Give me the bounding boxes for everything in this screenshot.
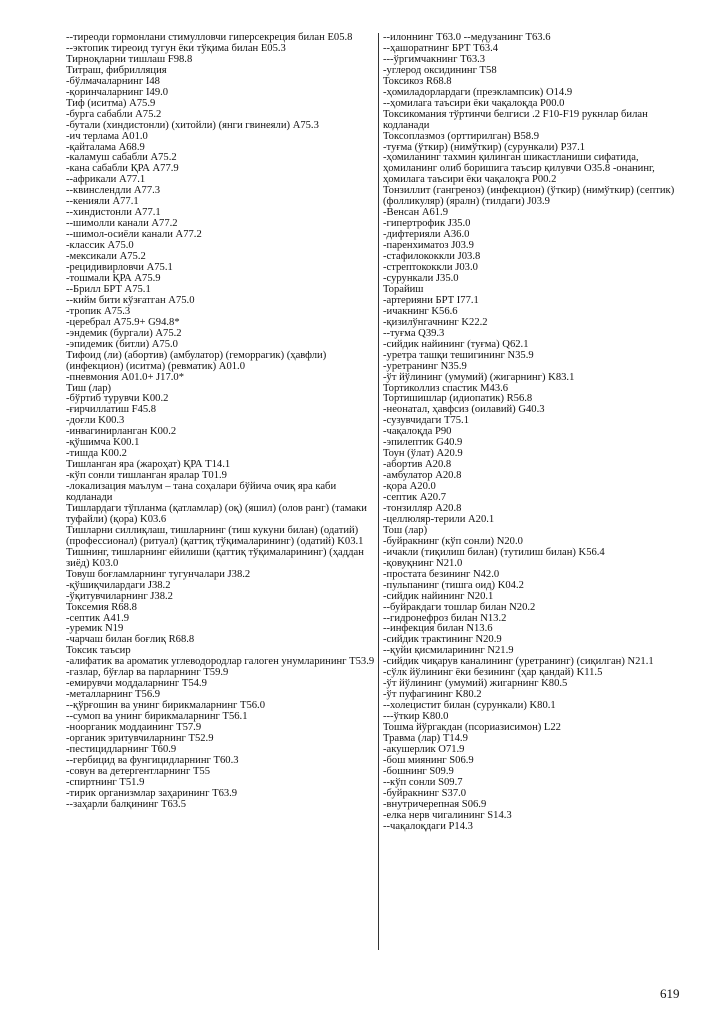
- index-entry: Травма (лар) T14.9: [383, 733, 468, 744]
- index-entry: Тишнинг, тишларнинг ейилиши (қаттиқ тўқималарининг) (ҳаддан зиёд) K03.0: [66, 546, 367, 569]
- index-entry: -сийдик чиқарув каналининг (уретранинг) (сиқилган) N21.1: [383, 656, 654, 668]
- index-entry: -ғирчиллатиш F45.8: [66, 404, 157, 416]
- index-entry: --буйракдаги тошлар билан N20.2: [383, 601, 536, 613]
- index-entry: --гидронефроз билан N13.2: [383, 612, 507, 624]
- index-entry: -гипертрофик J35.0: [383, 218, 471, 230]
- index-entry: -елка нерв чигалининг S14.3: [383, 809, 512, 821]
- index-entry: -қайталама A68.9: [66, 141, 145, 153]
- index-entry: -сузувчидаги T75.1: [383, 415, 470, 427]
- index-entry: -артерияни БРТ I77.1: [383, 294, 479, 306]
- index-entry: -чарчаш билан боғлиқ R68.8: [66, 634, 195, 646]
- index-entry: --гербицид ва фунгицидларнинг T60.3: [66, 754, 239, 766]
- index-entry: -рецидивирловчи A75.1: [66, 262, 173, 274]
- index-entry: --туғма Q39.3: [383, 327, 445, 339]
- index-entry: Тош (лар): [383, 524, 428, 536]
- index-entry: Токсемия R68.8: [66, 601, 137, 613]
- index-entry: Токсикоз R68.8: [383, 75, 452, 87]
- index-entry: -кана сабабли ҚРА A77.9: [66, 163, 179, 175]
- index-entry: -пульпанинг (тишга оид) K04.2: [383, 579, 524, 591]
- index-entry: --эктопик тиреоид тугун ёки тўқима билан E05.3: [66, 42, 286, 54]
- index-entry: -спиртнинг T51.9: [66, 776, 145, 788]
- index-entry: -органик эритувчиларнинг T52.9: [66, 733, 214, 744]
- index-entry: --кўп сонли S09.7: [383, 776, 463, 788]
- index-entry: -кўп сонли тишланган яралар T01.9: [66, 470, 227, 482]
- index-entry: -каламуш сабабли A75.2: [66, 152, 177, 164]
- index-entry: -ич терлама A01.0: [66, 130, 148, 142]
- index-entry: -септик A20.7: [383, 492, 447, 504]
- index-entry: -ҳомиланинг тахмин қилинган шикастланиши сифатида, ҳомиланинг олиб боришига таъсир қилувчи O35.8 -онанинг, ҳомилага таъсири ёки чақалоқга P00.2: [383, 152, 658, 186]
- index-entry: -акушерлик O71.9: [383, 743, 465, 755]
- index-entry: --ҳашоратнинг БРТ T63.4: [383, 42, 499, 54]
- index-entry: Тортиколлиз спастик M43.6: [383, 382, 509, 394]
- index-entry: --заҳарли балқининг T63.5: [66, 798, 187, 810]
- page-number: 619: [660, 986, 680, 1001]
- index-entry: -абортив A20.8: [383, 459, 452, 471]
- index-entry: -бурга сабабли A75.2: [66, 108, 162, 120]
- index-entry: -тонзилляр A20.8: [383, 502, 462, 514]
- index-entry: -чақалоқда P90: [383, 426, 452, 438]
- index-entry: ---ўргимчакнинг T63.3: [383, 53, 486, 65]
- index-entry: Токсик таъсир: [66, 645, 131, 657]
- index-entry: -дифтерияли A36.0: [383, 229, 470, 241]
- index-entry: -буйракнинг (кўп сонли) N20.0: [383, 535, 523, 547]
- index-entry: -бутали (хиндистонли) (хитойли) (янги гвинеяли) A75.3: [66, 119, 319, 131]
- index-entry: -внутричерепная S06.9: [383, 798, 487, 810]
- index-entry: -ҳомиладорлардаги (преэклампсик) O14.9: [383, 86, 573, 98]
- index-entry: Тошма йўргакдан (псориазисимон) L22: [383, 722, 561, 734]
- index-entry: ---ўткир K80.0: [383, 711, 449, 723]
- index-entry: -мексикали A75.2: [66, 251, 146, 263]
- index-entry: -простата безининг N42.0: [383, 568, 500, 580]
- index-entry: Товуш боғламларнинг тугунчалари J38.2: [66, 568, 251, 580]
- index-entry: Торайиш: [383, 283, 424, 295]
- index-entry: -қоринчаларнинг I49.0: [66, 86, 169, 98]
- index-entry: -ўқитувчиларнинг J38.2: [66, 590, 173, 602]
- index-entry: -септик A41.9: [66, 612, 130, 624]
- index-entry: -сийдик найининг N20.1: [383, 590, 494, 602]
- index-entry: -қора A20.0: [383, 481, 436, 493]
- index-entry: --холецистит билан (сурункали) K80.1: [383, 700, 556, 712]
- index-entry: -локализация маълум – тана соҳалари бўйича очиқ яра каби кодланади: [66, 481, 339, 504]
- index-entry: --тиреоди гормонлани стимулловчи гиперсекреция билан E05.8: [66, 32, 353, 43]
- index-entry: Токсоплазмоз (орттирилган) B58.9: [383, 130, 540, 142]
- index-entry: Тиф (иситма) A75.9: [66, 97, 156, 109]
- index-entry: Тишларни силлиқлаш, тишларнинг (тиш кукуни билан) (одатий) (профессионал) (ритуал) (қаттиқ тўқималарининг) (одатий) K03.1: [66, 524, 364, 547]
- index-entry: -пневмония A01.0+ J17.0*: [66, 371, 185, 383]
- index-entry: -ичакнинг K56.6: [383, 305, 458, 317]
- index-entry: -эпилептик G40.9: [383, 437, 463, 449]
- index-entry: -алифатик ва ароматик углеводородлар галоген унумларининг T53.9: [66, 656, 375, 668]
- index-entry: -сўлк йўлининг ёки безининг (ҳар қандай) K11.5: [383, 667, 603, 679]
- index-entry: --ҳомилага таъсири ёки чақалоқда P00.0: [383, 97, 565, 109]
- index-entry: -сийдик трактининг N20.9: [383, 634, 502, 646]
- index-entry: Тоун (ўлат) A20.9: [383, 448, 463, 460]
- index-entry: Тишлардаги тўпланма (қатламлар) (оқ) (яшил) (олов ранг) (тамаки туфайли) (қора) K03.6: [66, 502, 370, 525]
- index-entry: -бош миянинг S06.9: [383, 754, 474, 766]
- index-entry: --шимол-осиёли канали A77.2: [66, 229, 202, 241]
- index-entry: Титраш, фибрилляция: [66, 64, 167, 76]
- right-column: [383, 33, 689, 833]
- index-entry: -тирик организмлар заҳарининг T63.9: [66, 787, 238, 799]
- index-entry: -қовуқнинг N21.0: [383, 557, 463, 569]
- index-entry: -церебрал A75.9+ G94.8*: [66, 316, 180, 328]
- index-entry: --сумоп ва унинг бирикмаларнинг T56.1: [66, 711, 248, 723]
- index-entry: -доғли K00.3: [66, 415, 125, 427]
- index-entry: -совун ва детергентларнинг T55: [66, 765, 211, 777]
- index-entry: -тропик A75.3: [66, 305, 131, 317]
- index-entry: -стрептококкли J03.0: [383, 262, 478, 274]
- index-entry: Тиш (лар): [66, 382, 112, 394]
- left-column: [66, 33, 378, 811]
- index-entry: -сурункали J35.0: [383, 272, 459, 284]
- index-entry: -ўт пуфагининг K80.2: [383, 689, 482, 701]
- index-entry: -туғма (ўткир) (нимўткир) (сурункали) P37.1: [383, 141, 586, 153]
- index-entry: --шимолли канали A77.2: [66, 218, 178, 230]
- index-entry: --қуйи қисмиларининг N21.9: [383, 645, 514, 657]
- index-entry: --Брилл БРТ A75.1: [66, 283, 151, 295]
- index-entry: -углерод оксидининг T58: [383, 64, 497, 76]
- index-entry: -металларнинг T56.9: [66, 689, 161, 701]
- index-entry: -уремик N19: [66, 623, 124, 635]
- index-entry: -ичакли (тиқилиш билан) (тутилиш билан) K56.4: [383, 546, 605, 558]
- index-entry: -эндемик (бургали) A75.2: [66, 327, 182, 339]
- index-entry: -Венсан A61.9: [383, 207, 449, 219]
- index-entry: -стафилококкли J03.8: [383, 251, 481, 263]
- index-entry: --қўрғошин ва унинг бирикмаларнинг T56.0: [66, 700, 265, 712]
- index-entry: -инвагинирланган K00.2: [66, 426, 177, 438]
- index-entry: --квинслендли A77.3: [66, 185, 161, 197]
- index-entry: Тирноқларни тишлаш F98.8: [66, 53, 193, 65]
- index-entry: -неонатал, ҳавфсиз (оилавий) G40.3: [383, 404, 545, 416]
- index-entry: Тишланган яра (жароҳат) ҚРА T14.1: [66, 459, 231, 471]
- index-entry: --кенияли A77.1: [66, 196, 139, 208]
- index-entry: Тонзиллит (гангреноз) (инфекцион) (ўткир) (нимўткир) (септик) (фолликуляр) (яралн) (тилдаги) J03.9: [383, 185, 677, 208]
- index-entry: -газлар, бўғлар ва парларнинг T59.9: [66, 667, 229, 679]
- index-entry: -уретра ташқи тешигининг N35.9: [383, 349, 534, 361]
- index-entry: -амбулатор A20.8: [383, 470, 462, 482]
- index-entry: --кийм бити кўзғатган A75.0: [66, 294, 195, 306]
- index-entry: -уретранинг N35.9: [383, 360, 467, 372]
- index-entry: -буйракнинг S37.0: [383, 787, 467, 799]
- index-entry: -тишда K00.2: [66, 448, 127, 460]
- index-entry: --илоннинг T63.0 --медузанинг T63.6: [383, 32, 551, 43]
- index-entry: -тошмали ҚРА A75.9: [66, 272, 161, 284]
- column-divider: [378, 33, 379, 950]
- index-entry: Токсикомания тўртинчи белгиси .2 F10-F19 рукнлар билан кодланади: [383, 108, 651, 131]
- index-entry: -бўртиб турувчи K00.2: [66, 393, 169, 405]
- index-entry: -целлюляр-терили A20.1: [383, 513, 495, 525]
- index-entry: -сийдик найининг (туғма) Q62.1: [383, 338, 529, 350]
- index-entry: -бўлмачаларнинг I48: [66, 75, 160, 87]
- index-entry: -эпидемик (битли) A75.0: [66, 338, 178, 350]
- index-entry: -қўшимча K00.1: [66, 437, 140, 449]
- index-entry: -ўт йўлининг (умумий) (жигарнинг) K83.1: [383, 371, 575, 383]
- index-entry: -ўт йўлининг (умумий) жигарнинг K80.5: [383, 678, 568, 690]
- index-entry: -паренхиматоз J03.9: [383, 240, 474, 252]
- index-entry: --африкали A77.1: [66, 174, 146, 186]
- index-entry: -классик A75.0: [66, 240, 134, 252]
- index-entry: -қизилўнгачнинг K22.2: [383, 316, 488, 328]
- index-entry: Тортишишлар (идиопатик) R56.8: [383, 393, 533, 405]
- index-entry: -емирувчи моддаларнинг T54.9: [66, 678, 207, 690]
- index-entry: -бошнинг S09.9: [383, 765, 454, 777]
- index-entry: --чақалоқдаги P14.3: [383, 820, 473, 832]
- index-entry: -қўшиқчилардаги J38.2: [66, 579, 171, 591]
- index-entry: Тифоид (ли) (абортив) (амбулатор) (геморрагик) (ҳавфли) (инфекцион) (иситма) (ревматик) A01.0: [66, 349, 329, 372]
- index-entry: --инфекция билан N13.6: [383, 623, 493, 635]
- index-entry: --хиндистонли A77.1: [66, 207, 161, 219]
- index-entry: -пестицидларнинг T60.9: [66, 743, 177, 755]
- index-entry: -ноорганик моддаининг T57.9: [66, 722, 202, 734]
